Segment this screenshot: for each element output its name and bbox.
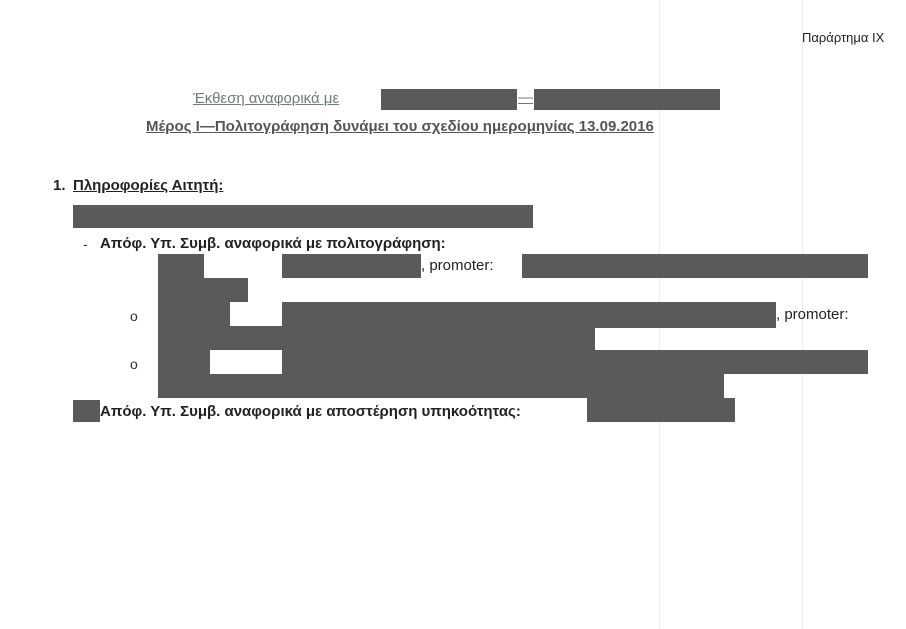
redaction-block-g [158,374,724,398]
section-heading: Πληροφορίες Αιτητή: [73,177,224,194]
decision-naturalisation-label: Απόφ. Υπ. Συμβ. αναφορικά με πολιτογράφηση: [100,235,446,252]
redaction-title-name-1 [381,89,517,110]
redaction-bullet-marker [73,400,100,422]
annex-label: Παράρτημα ΙΧ [802,30,885,45]
title-line-2: Μέρος Ι—Πολιτογράφηση δυνάμει του σχεδίου ημερομηνίας 13.09.2016 [146,118,654,135]
redaction-title-name-2 [534,89,720,110]
redaction-block-e [158,326,595,350]
dash-bullet: - [83,236,88,252]
redaction-deprivation-decision [587,398,735,422]
redaction-block-c [158,278,248,302]
blank-gap-1 [230,302,282,326]
blank-gap-2 [210,350,282,374]
title-line-1: Έκθεση αναφορικά με [193,90,340,107]
redaction-applicant-name [73,205,533,228]
circle-bullet-1: o [130,308,138,324]
promoter-label-2: , promoter: [776,306,849,323]
redaction-block-b [282,254,421,278]
promoter-label-1: , promoter: [421,257,494,274]
redaction-block-a [158,254,204,278]
redaction-promoter-1 [522,254,868,278]
circle-bullet-2: o [130,356,138,372]
decision-deprivation-label: Απόφ. Υπ. Συμβ. αναφορικά με αποστέρηση υπηκοότητας: [100,403,521,420]
section-number: 1. [53,177,66,194]
title-dash: — [518,89,533,106]
